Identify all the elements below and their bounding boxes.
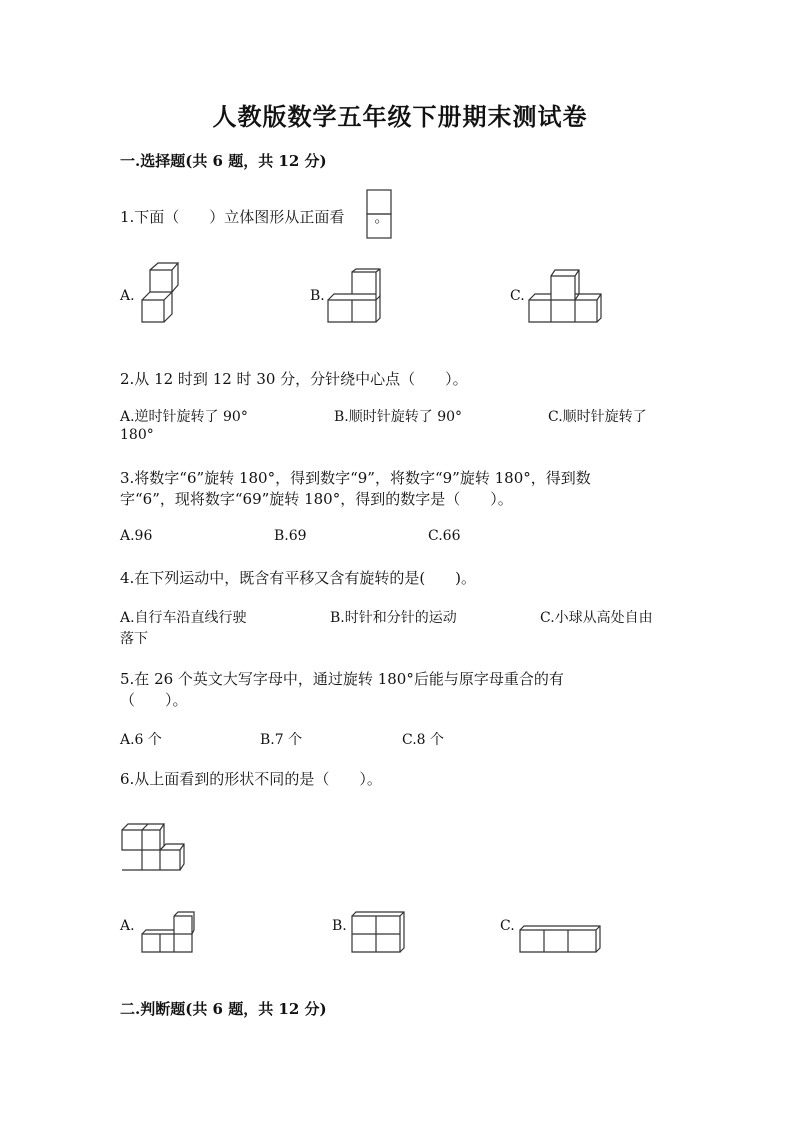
question-1-text-before: 1.下面（ ）立体图形从正面看 — [120, 208, 345, 226]
front-view-two-squares-figure — [366, 189, 392, 241]
page-title: 人教版数学五年级下册期末测试卷 — [212, 102, 588, 131]
question-4-option-c[interactable]: C.小球从高处自由 — [540, 610, 653, 626]
question-1-option-c[interactable]: C. — [510, 288, 525, 304]
question-4-option-c-continued: 落下 — [120, 631, 148, 647]
question-1-text — [120, 206, 389, 227]
question-5-option-c[interactable]: C.8 个 — [402, 732, 445, 748]
question-3-text-line-1: 3.将数字“6”旋转 180°，得到数字“9”，将数字“9”旋转 180°，得到数 — [120, 469, 591, 487]
question-2-option-b[interactable]: B.顺时针旋转了 90° — [334, 409, 463, 425]
question-3-option-a[interactable]: A.96 — [120, 528, 153, 544]
question-5-option-a[interactable]: A.6 个 — [120, 732, 162, 748]
question-2-option-c[interactable]: C.顺时针旋转了 — [548, 409, 647, 425]
question-3-option-c[interactable]: C.66 — [428, 528, 461, 544]
cube-arrangement-main-figure — [120, 820, 190, 874]
question-3-text-line-2: 字“6”，现将数字“69”旋转 180°，得到的数字是（ ）。 — [120, 490, 513, 508]
question-5-text-line-1: 5.在 26 个英文大写字母中，通过旋转 180°后能与原字母重合的有 — [120, 670, 564, 688]
question-1-option-b[interactable]: B. — [310, 288, 325, 304]
question-4-text: 4.在下列运动中，既含有平移又含有旋转的是( )。 — [120, 569, 477, 587]
section-heading-true-false: 二.判断题(共 6 题，共 12 分) — [120, 1000, 327, 1018]
cube-arrangement-a-figure — [138, 910, 196, 954]
question-2-option-a[interactable]: A.逆时针旋转了 90° — [120, 409, 248, 425]
question-2-option-c-continued: 180° — [120, 427, 154, 443]
question-6-option-b[interactable]: B. — [332, 918, 347, 934]
question-4-option-a[interactable]: A.自行车沿直线行驶 — [120, 610, 247, 626]
question-2-text: 2.从 12 时到 12 时 30 分，分针绕中心点（ ）。 — [120, 370, 468, 388]
question-4-option-b[interactable]: B.时针和分针的运动 — [330, 610, 457, 626]
cube-stack-c-figure — [527, 268, 603, 324]
cube-stack-b-figure — [326, 268, 382, 324]
section-heading-choice: 一.选择题(共 6 题，共 12 分) — [120, 152, 327, 170]
question-5-option-b[interactable]: B.7 个 — [260, 732, 303, 748]
question-6-text: 6.从上面看到的形状不同的是（ ）。 — [120, 770, 382, 788]
question-1-option-a[interactable]: A. — [120, 288, 135, 304]
question-3-option-b[interactable]: B.69 — [274, 528, 307, 544]
question-5-text-line-2: （ ）。 — [120, 691, 188, 709]
question-6-option-a[interactable]: A. — [120, 918, 135, 934]
cube-stack-a-figure — [140, 262, 180, 324]
question-6-option-c[interactable]: C. — [500, 918, 515, 934]
cube-arrangement-c-figure — [518, 924, 602, 954]
question-1-text-after: 。 — [374, 208, 390, 226]
cube-arrangement-b-figure — [348, 910, 406, 954]
